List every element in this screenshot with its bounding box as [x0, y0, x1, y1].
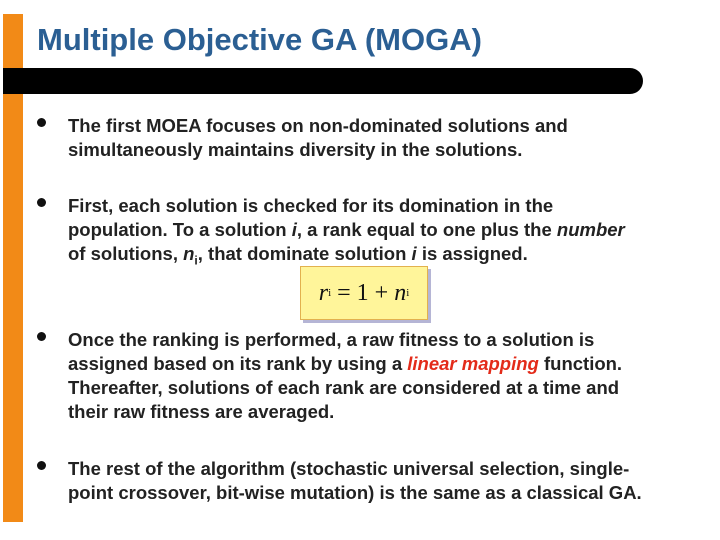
text-segment: function. — [538, 353, 623, 374]
subscript-i: i — [194, 253, 198, 268]
text-segment: of solutions, — [68, 243, 184, 264]
bullet-line: Thereafter, solutions of each rank are considered at a time and — [68, 377, 620, 398]
formula-operator: = 1 + — [331, 279, 395, 306]
formula-subscript: i — [328, 287, 332, 299]
formula-subscript: i — [406, 287, 410, 299]
variable-i: i — [291, 219, 297, 240]
bullet-text — [68, 328, 708, 424]
bullet-line: First, each solution is checked for its domination in the — [68, 195, 554, 216]
text-segment: , a rank equal to one plus the — [296, 219, 557, 240]
bullet-line: The rest of the algorithm (stochastic universal selection, single- — [68, 458, 630, 479]
highlight-linear-mapping: linear mapping — [407, 353, 539, 374]
bullet-line — [68, 352, 708, 376]
slide-title: Multiple Objective GA (MOGA) — [37, 22, 482, 57]
bullet-text — [68, 457, 708, 505]
bullet-line — [68, 218, 708, 242]
formula-r: r — [318, 279, 329, 306]
bullet-line: The first MOEA focuses on non-dominated solutions and — [68, 115, 568, 136]
bullet-line: simultaneously maintains diversity in the solutions. — [68, 139, 523, 160]
bullet-dot-icon — [37, 118, 46, 127]
text-segment: assigned based on its rank by using a — [68, 353, 408, 374]
variable-n: n — [183, 243, 195, 264]
text-segment: population. To a solution — [68, 219, 292, 240]
bullet-dot-icon — [37, 461, 46, 470]
bullet-line: Once the ranking is performed, a raw fitness to a solution is — [68, 329, 595, 350]
bullet-text — [68, 194, 708, 273]
title-divider — [3, 68, 643, 94]
bullet-text — [68, 114, 708, 162]
text-segment: , that dominate solution — [197, 243, 412, 264]
bullet-dot-icon — [37, 198, 46, 207]
bullet-line: their raw fitness are averaged. — [68, 401, 335, 422]
bullet-line: point crossover, bit-wise mutation) is the same as a classical GA. — [68, 482, 642, 503]
rank-formula — [301, 267, 427, 319]
emphasis-number: number — [556, 219, 625, 240]
bullet-dot-icon — [37, 332, 46, 341]
variable-i: i — [411, 243, 417, 264]
formula-n: n — [394, 279, 407, 306]
text-segment: is assigned. — [416, 243, 528, 264]
formula-box — [300, 266, 428, 320]
